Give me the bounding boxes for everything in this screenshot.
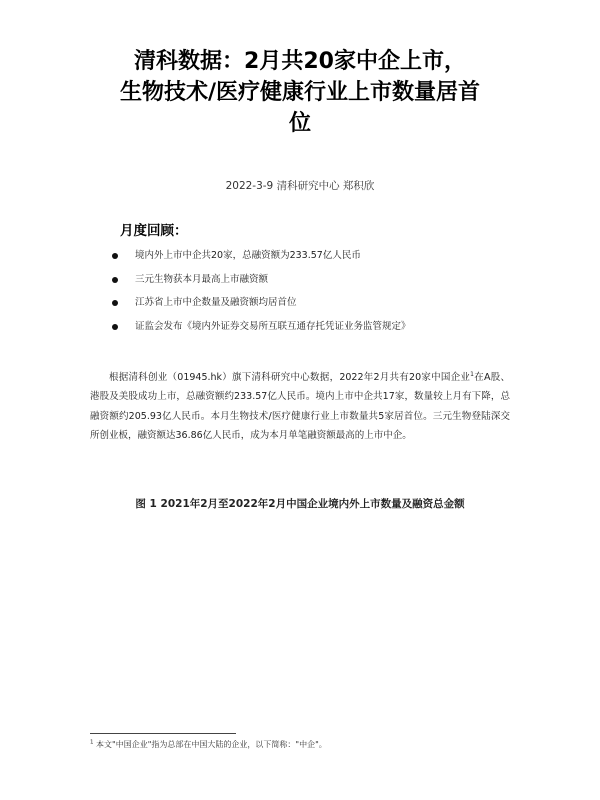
bullet-icon xyxy=(112,300,118,306)
list-item-text: 江苏省上市中企数量及融资额均居首位 xyxy=(135,297,297,309)
list-item xyxy=(112,291,411,315)
footnote xyxy=(90,739,327,750)
list-item-text: 证监会发布《境内外证券交易所互联互通存托凭证业务监管规定》 xyxy=(135,320,411,332)
list-item xyxy=(112,315,411,339)
bullet-icon xyxy=(112,277,118,283)
body-paragraph xyxy=(90,368,510,446)
byline: 2022-3-9 清科研究中心 郑积欣 xyxy=(225,180,375,192)
title-line-1: 清科数据：2月共20家中企上市， xyxy=(134,49,466,74)
figure-caption: 图 1 2021年2月至2022年2月中国企业境内外上市数量及融资总金额 xyxy=(135,498,465,510)
list-item xyxy=(112,268,411,292)
footnote-marker: 1 xyxy=(90,739,94,746)
footnote-text: 本文"中国企业"指为总部在中国大陆的企业，以下简称："中企"。 xyxy=(96,740,327,749)
summary-heading: 月度回顾： xyxy=(120,223,188,239)
footnote-divider xyxy=(90,733,236,734)
paragraph-text-start: 根据清科创业（01945.hk）旗下清科研究中心数据，2022年2月共有20家中国企业 xyxy=(109,371,471,383)
document-title xyxy=(60,46,540,139)
title-line-2: 生物技术/医疗健康行业上市数量居首 xyxy=(119,80,481,105)
summary-list xyxy=(112,244,411,338)
paragraph-text-end: 在A股、港股及美股成功上市，总融资额约233.57亿人民币。境内上市中企共17家，数量较上月有下降，总融资额约205.93亿人民币。本月生物技术/医疗健康行业上市数量共5家居首位。三元生物登陆深交所创业板，融资额达36.86亿人民币，成为本月单笔融资额最高的上市中企。 xyxy=(90,371,511,442)
title-line-3: 位 xyxy=(288,111,311,136)
bullet-icon xyxy=(112,324,118,330)
list-item-text: 三元生物获本月最高上市融资额 xyxy=(135,273,269,285)
list-item-text: 境内外上市中企共20家，总融资额为233.57亿人民币 xyxy=(135,250,361,261)
bullet-icon xyxy=(112,253,118,259)
list-item xyxy=(112,244,411,268)
footnote-reference[interactable]: 1 xyxy=(470,370,474,378)
